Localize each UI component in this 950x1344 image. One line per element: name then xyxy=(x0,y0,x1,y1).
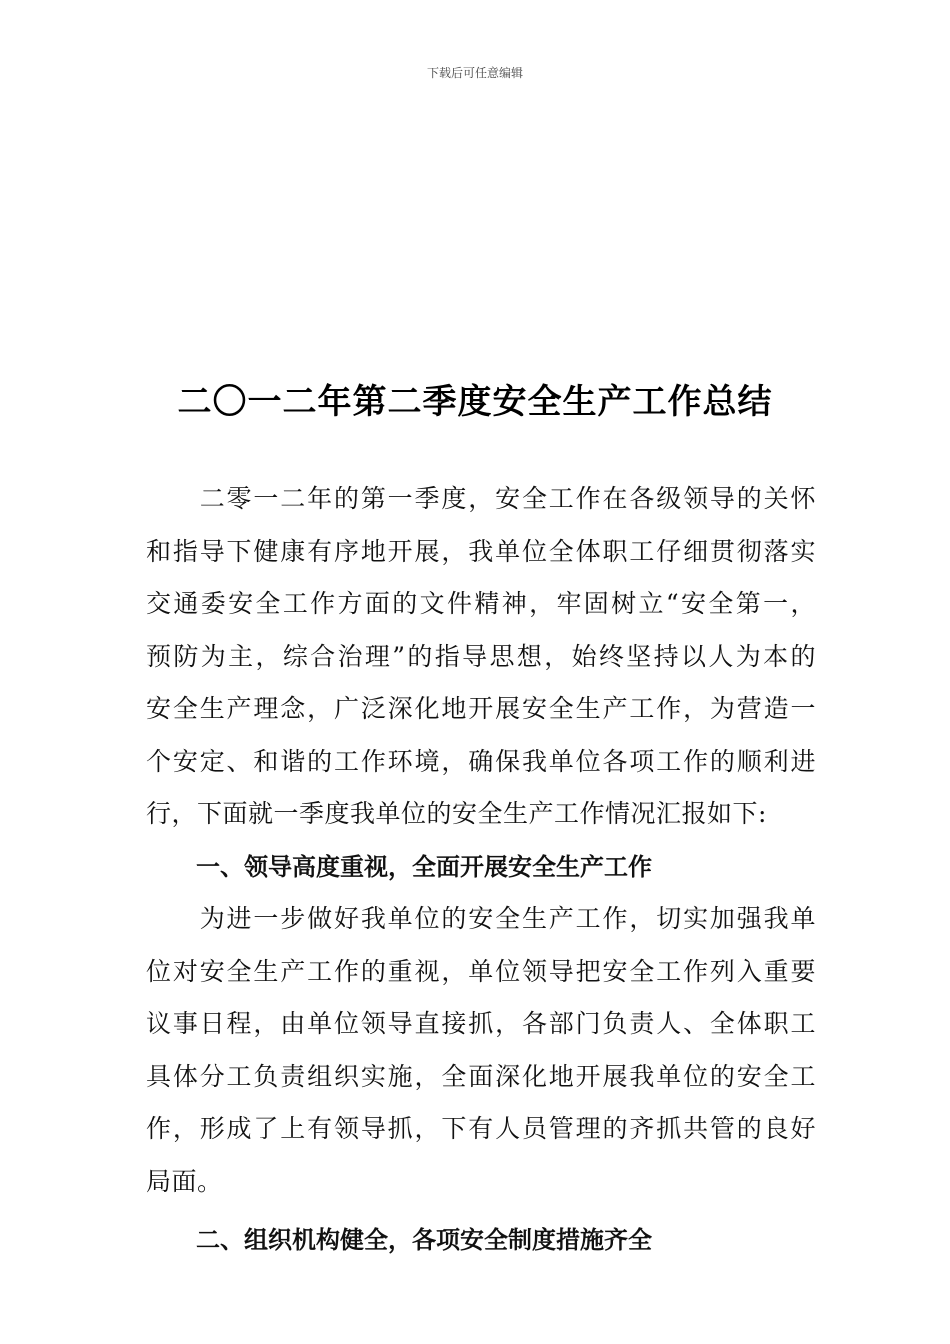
intro-paragraph xyxy=(146,473,816,1267)
document-title: 二〇一二年第二季度安全生产工作总结 xyxy=(177,382,773,422)
section-heading-2: 二、组织机构健全，各项安全制度措施齐全 xyxy=(196,1226,652,1254)
paragraph-line: 预防为主，综合治理”的指导思想，始终坚持以人为本的 xyxy=(146,641,816,671)
paragraph-line: 二零一二年的第一季度，安全工作在各级领导的关怀 xyxy=(146,484,816,513)
paragraph-line: 作，形成了上有领导抓，下有人员管理的齐抓共管的良好 xyxy=(146,1114,816,1143)
paragraph-line: 交通委安全工作方面的文件精神，牢固树立“安全第一， xyxy=(146,589,816,618)
paragraph-line: 为进一步做好我单位的安全生产工作，切实加强我单 xyxy=(146,904,816,933)
section-heading-1: 一、领导高度重视，全面开展安全生产工作 xyxy=(196,852,652,881)
header-note: 下载后可任意编辑 xyxy=(426,66,523,80)
paragraph-line: 位对安全生产工作的重视，单位领导把安全工作列入重要 xyxy=(146,956,816,986)
paragraph-line: 个安定、和谐的工作环境，确保我单位各项工作的顺利进 xyxy=(146,746,816,776)
paragraph-line: 具体分工负责组织实施，全面深化地开展我单位的安全工 xyxy=(146,1061,816,1091)
paragraph-line: 安全生产理念，广泛深化地开展安全生产工作，为营造一 xyxy=(146,694,816,723)
paragraph-line: 行，下面就一季度我单位的安全生产工作情况汇报如下: xyxy=(146,799,767,828)
paragraph-line: 局面。 xyxy=(146,1166,223,1196)
paragraph-line: 议事日程，由单位领导直接抓，各部门负责人、全体职工 xyxy=(146,1009,816,1038)
paragraph-line: 和指导下健康有序地开展，我单位全体职工仔细贯彻落实 xyxy=(146,536,816,566)
